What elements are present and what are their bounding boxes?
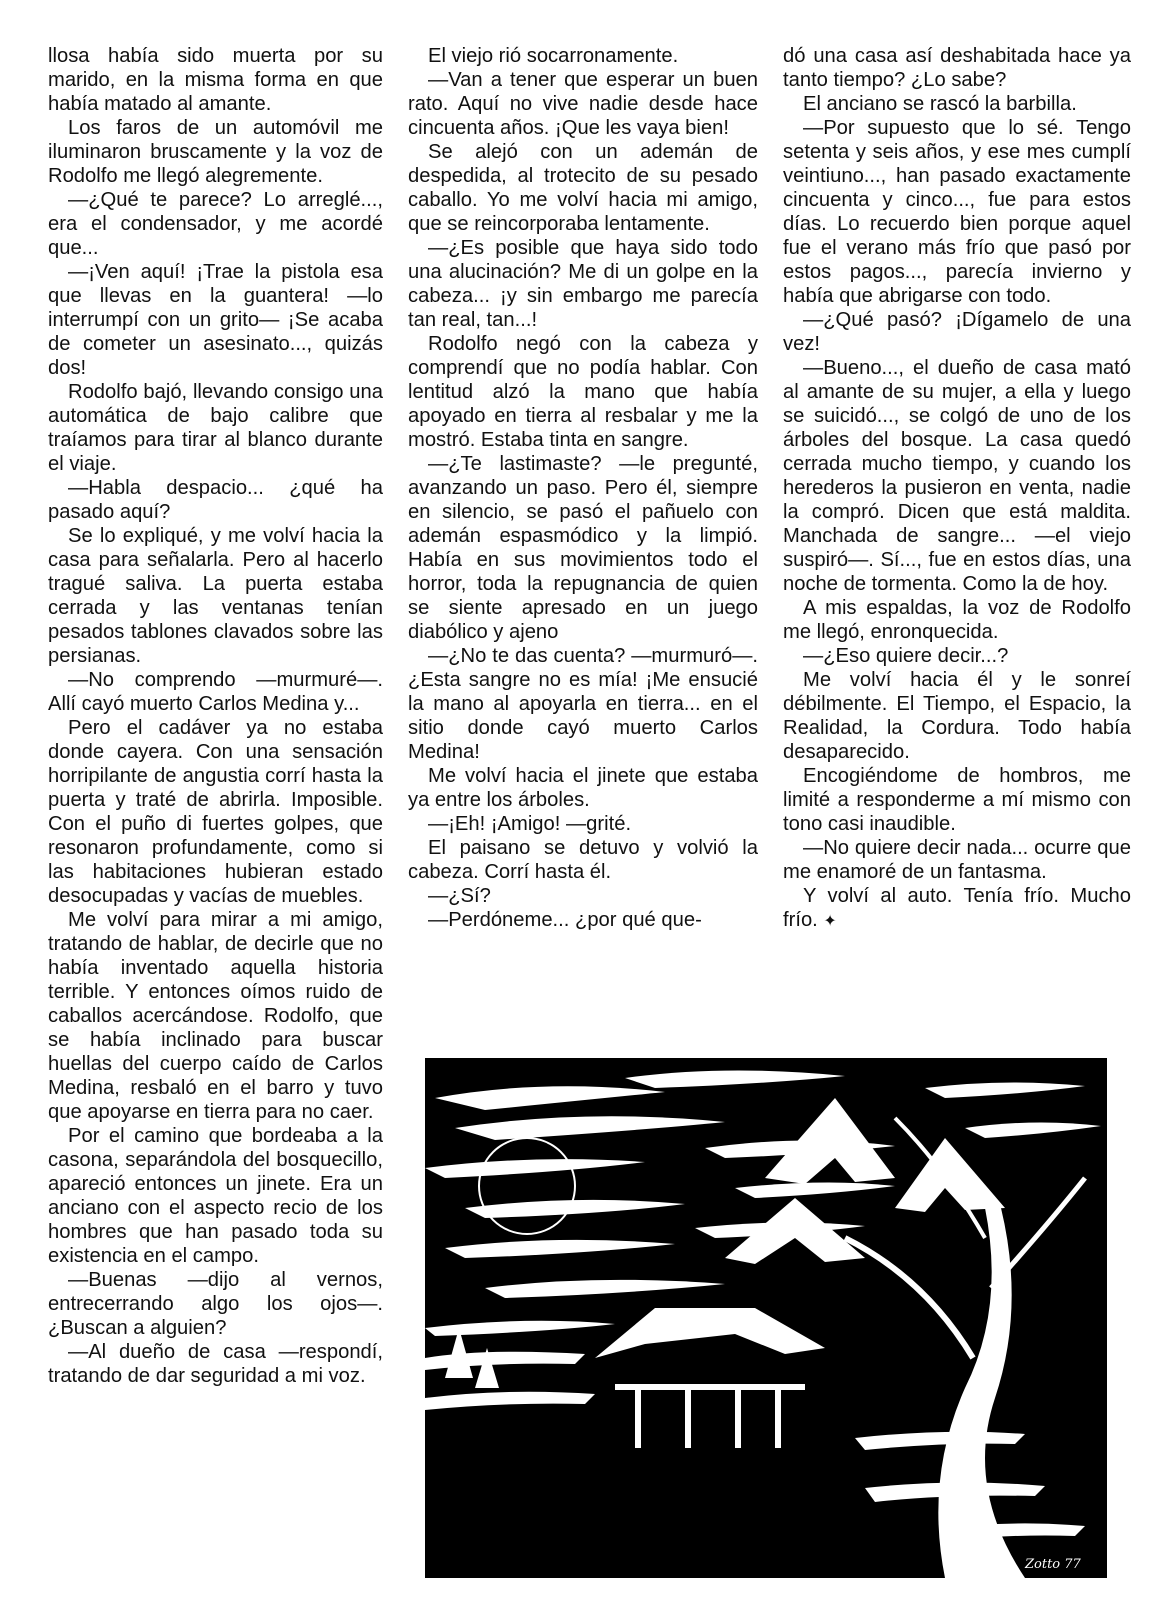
paragraph: Se lo expliqué, y me volví hacia la casa para señalarla. Pero al hacerlo tragué saliva. La puerta estaba cerrada y las ventanas tenían pesados tablones clavados sobre las persianas. xyxy=(48,525,383,667)
paragraph: —Habla despacio... ¿qué ha pasado aquí? xyxy=(48,477,383,523)
paragraph xyxy=(783,884,1131,934)
paragraph: A mis espaldas, la voz de Rodolfo me llegó, enronquecida. xyxy=(783,597,1131,643)
paragraph: —¡Eh! ¡Amigo! —grité. xyxy=(428,813,632,835)
paragraph: —Buenas —dijo al vernos, entrecerrando algo los ojos—. ¿Buscan a alguien? xyxy=(48,1269,383,1339)
text-column-3 xyxy=(783,44,1131,934)
paragraph: Me volví hacia el jinete que estaba ya entre los árboles. xyxy=(408,765,758,811)
paragraph: Los faros de un automóvil me iluminaron bruscamente y la voz de Rodolfo me llegó alegremente. xyxy=(48,117,383,187)
final-paragraph-text: Y volví al auto. Tenía frío. Mucho frío. xyxy=(783,885,1131,931)
paragraph: —Perdóneme... ¿por qué que- xyxy=(428,909,702,931)
paragraph: El paisano se detuvo y volvió la cabeza. Corrí hasta él. xyxy=(408,837,758,883)
paragraph: —¿Te lastimaste? —le pregunté, avanzando un paso. Pero él, siempre en silencio, se pasó el pañuelo con ademán espasmódico y la limpió. Había en sus movimientos todo el horror, toda la repugnancia de quien se siente apresado en un juego diabólico y ajeno xyxy=(408,453,758,643)
paragraph: Me volví para mirar a mi amigo, tratando de hablar, de decirle que no había inventado aquella historia terrible. Y entonces oímos ruido de caballos acercándose. Rodolfo, que se había inclinado para buscar huellas del cuerpo caído de Carlos Medina, resbaló en el barro y tuvo que apoyarse en tierra para no caer. xyxy=(48,909,383,1123)
text-column-1 xyxy=(48,44,383,1388)
artist-signature: Zotto 77 xyxy=(1025,1557,1081,1572)
text-column-2 xyxy=(408,44,758,932)
paragraph: —Bueno..., el dueño de casa mató al amante de su mujer, a ella y luego se suicidó..., se colgó de uno de los árboles del bosque. La casa quedó cerrada mucho tiempo, y cuando los herederos la pusieron en venta, nadie la compró. Dicen que está maldita. Manchada de sangre... —el viejo suspiró—. Sí..., fue en estos días, una noche de tormenta. Como la de hoy. xyxy=(783,357,1131,595)
paragraph: —Por supuesto que lo sé. Tengo setenta y seis años, y ese mes cumplí veintiuno..., han pasado exactamente cincuenta y cinco..., fue para estos días. Lo recuerdo bien porque aquel fue el verano más frío que pasó por estos pagos..., parecía invierno y había que abrigarse con todo. xyxy=(783,117,1131,307)
paragraph: —No comprendo —murmuré—. Allí cayó muerto Carlos Medina y... xyxy=(48,669,383,715)
paragraph: Rodolfo bajó, llevando consigo una automática de bajo calibre que traíamos para tirar al blanco durante el viaje. xyxy=(48,381,383,475)
paragraph: —¿Sí? xyxy=(428,885,491,907)
paragraph: —¿Eso quiere decir...? xyxy=(803,645,1009,667)
illustration-drawing xyxy=(425,1058,1107,1578)
paragraph: —¿No te das cuenta? —murmuró—. ¿Esta sangre no es mía! ¡Me ensucié la mano al apoyarla en tierra... en el sitio donde cayó muerto Carlos Medina! xyxy=(408,645,758,763)
paragraph: Rodolfo negó con la cabeza y comprendí que no podía hablar. Con lentitud alzó la mano que había apoyado en tierra al resbalar y me la mostró. Estaba tinta en sangre. xyxy=(408,333,758,451)
paragraph: —Van a tener que esperar un buen rato. Aquí no vive nadie desde hace cincuenta años. ¡Que les vaya bien! xyxy=(408,69,758,139)
paragraph: Se alejó con un ademán de despedida, al trotecito de su pesado caballo. Yo me volví hacia mi amigo, que se reincorporaba lentamente. xyxy=(408,141,758,235)
paragraph: dó una casa así deshabitada hace ya tanto tiempo? ¿Lo sabe? xyxy=(783,45,1131,91)
paragraph: Encogiéndome de hombros, me limité a responderme a mí mismo con tono casi inaudible. xyxy=(783,765,1131,835)
paragraph: —¿Qué te parece? Lo arreglé..., era el condensador, y me acordé que... xyxy=(48,189,383,259)
end-mark-icon: ✦ xyxy=(823,913,837,930)
paragraph: El viejo rió socarronamente. xyxy=(428,45,679,67)
paragraph: llosa había sido muerta por su marido, en la misma forma en que había matado al amante. xyxy=(48,45,383,115)
paragraph: —¡Ven aquí! ¡Trae la pistola esa que llevas en la guantera! —lo interrumpí con un grito— ¡Se acaba de cometer un asesinato..., quizás dos! xyxy=(48,261,383,379)
paragraph: Por el camino que bordeaba a la casona, separándola del bosquecillo, apareció entonces un jinete. Era un anciano con el aspecto recio de los hombres que han pasado toda su existencia en el campo. xyxy=(48,1125,383,1267)
night-house-illustration xyxy=(425,1058,1107,1578)
paragraph: Me volví hacia él y le sonreí débilmente. El Tiempo, el Espacio, la Realidad, la Cordura. Todo había desaparecido. xyxy=(783,669,1131,763)
paragraph: —No quiere decir nada... ocurre que me enamoré de un fantasma. xyxy=(783,837,1131,883)
paragraph: Pero el cadáver ya no estaba donde cayera. Con una sensación horripilante de angustia corrí hasta la puerta y traté de abrirla. Imposible. Con el puño di fuertes golpes, que resonaron profundamente, como si las habitaciones hubieran estado desocupadas y vacías de muebles. xyxy=(48,717,383,907)
paragraph: —¿Qué pasó? ¡Dígamelo de una vez! xyxy=(783,309,1131,355)
paragraph: —Al dueño de casa —respondí, tratando de dar seguridad a mi voz. xyxy=(48,1341,383,1387)
paragraph: —¿Es posible que haya sido todo una alucinación? Me di un golpe en la cabeza... ¡y sin embargo me parecía tan real, tan...! xyxy=(408,237,758,331)
paragraph: El anciano se rascó la barbilla. xyxy=(803,93,1077,115)
